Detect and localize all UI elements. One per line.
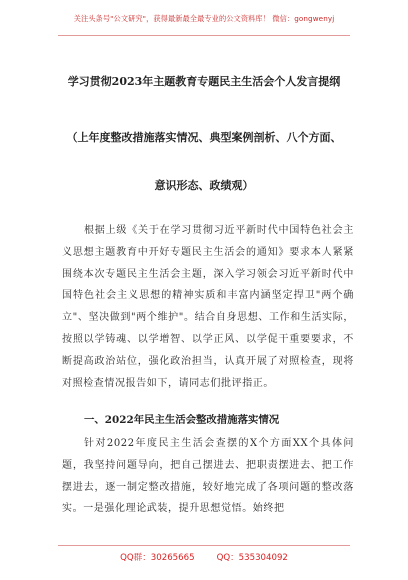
footer-qq-group: QQ群：30265665 xyxy=(120,553,195,563)
section1-paragraph-block xyxy=(62,433,354,520)
document-title: 学习贯彻2023年主题教育专题民主生活会个人发言提纲 xyxy=(67,75,341,88)
banner-divider xyxy=(58,35,350,36)
intro-paragraph-block xyxy=(62,220,354,394)
document-subtitle-line1: （上年度整改措施落实情况、典型案例剖析、八个方面、 xyxy=(66,131,342,144)
intro-paragraph: 根据上级《关于在学习贯彻习近平新时代中国特色社会主义思想主题教育中开好专题民主生活会的通知》要求本人紧紧围绕本次专题民主生活会主题，深入学习领会习近平新时代中国特色社会主义思想的精神实质和丰富内涵坚定捍卫"两个确立"、坚决做到"两个维护"。结合自身思想、工作和生活实际，按照以学铸魂、以学增智、以学正风、以学促干重要要求，不断提高政治站位，强化政治担当，认真开展了对照检查，现将对照检查情况报告如下，请同志们批评指正。 xyxy=(62,225,354,389)
section1-paragraph: 针对2022年度民主生活会查摆的X个方面XX个具体问题，我坚持问题导向，把自己摆进去、把职责摆进去、把工作摆进去，逐一制定整改措施，较好地完成了各项问题的整改落实。一是强化理论武装，提升思想觉悟。始终把 xyxy=(62,438,354,515)
document-subtitle-line2: 意识形态、政绩观） xyxy=(154,179,254,192)
top-banner xyxy=(0,0,408,44)
banner-text: 关注头条号"公文研究"，获得最新最全最专业的公文资料库！ 微信：gongwenyj xyxy=(73,14,335,23)
footer-qq: QQ：535304092 xyxy=(216,553,288,563)
footer xyxy=(0,551,408,563)
footer-divider xyxy=(58,545,350,546)
section-heading-1: 一、2022年民主生活会整改措施落实情况 xyxy=(84,414,280,426)
